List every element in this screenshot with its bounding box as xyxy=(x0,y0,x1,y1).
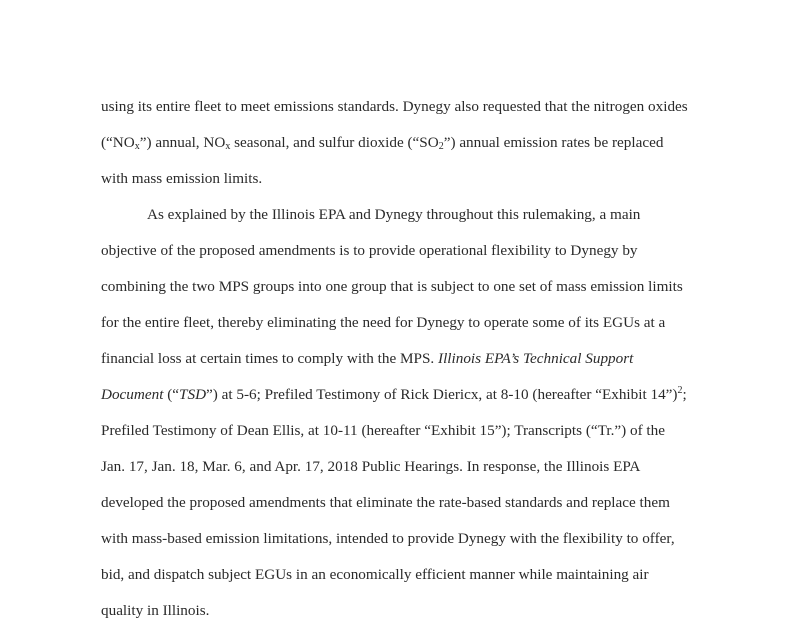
paragraph-line: Jan. 17, Jan. 18, Mar. 6, and Apr. 17, 2018 Public Hearings. In response, the Illinois EPA xyxy=(101,458,641,475)
footnote-ref: 2 xyxy=(677,385,683,396)
paragraph-line: using its entire fleet to meet emissions standards. Dynegy also requested that the nitrogen oxides xyxy=(101,98,688,115)
citation-abbrev: TSD xyxy=(179,386,207,403)
paragraph-line: with mass-based emission limitations, intended to provide Dynegy with the flexibility to offer, xyxy=(101,530,675,547)
paragraph-line: for the entire fleet, thereby eliminating the need for Dynegy to operate some of its EGUs at a xyxy=(101,314,666,331)
paragraph-first-line: As explained by the Illinois EPA and Dynegy throughout this rulemaking, a main xyxy=(147,206,641,223)
paragraph-line: with mass emission limits. xyxy=(101,170,263,187)
paragraph-line: bid, and dispatch subject EGUs in an economically efficient manner while maintaining air xyxy=(101,566,649,583)
citation-title: Illinois EPA’s Technical Support xyxy=(438,350,634,367)
paragraph-line: financial loss at certain times to comply with the MPS. Illinois EPA’s Technical Support xyxy=(101,350,634,367)
paragraph-line: Prefiled Testimony of Dean Ellis, at 10-11 (hereafter “Exhibit 15”); Transcripts (“Tr.”) of the xyxy=(101,422,665,439)
citation-title: Document xyxy=(101,386,164,403)
paragraph-line: Document (“TSD”) at 5-6; Prefiled Testimony of Rick Diericx, at 8-10 (hereafter “Exhibit 14”)$^2$; xyxy=(101,385,687,403)
paragraph-line: objective of the proposed amendments is to provide operational flexibility to Dynegy by xyxy=(101,242,638,259)
paragraph-line: quality in Illinois. xyxy=(101,602,210,619)
paragraph-line: developed the proposed amendments that eliminate the rate-based standards and replace them xyxy=(101,494,670,511)
paragraph-line: $(“NO_x”)$ annual, $NO_x$ seasonal, and sulfur dioxide $(“SO_2”)$ annual emission rates be replaced xyxy=(101,134,664,152)
paragraph-line: combining the two MPS groups into one group that is subject to one set of mass emission limits xyxy=(101,278,683,295)
